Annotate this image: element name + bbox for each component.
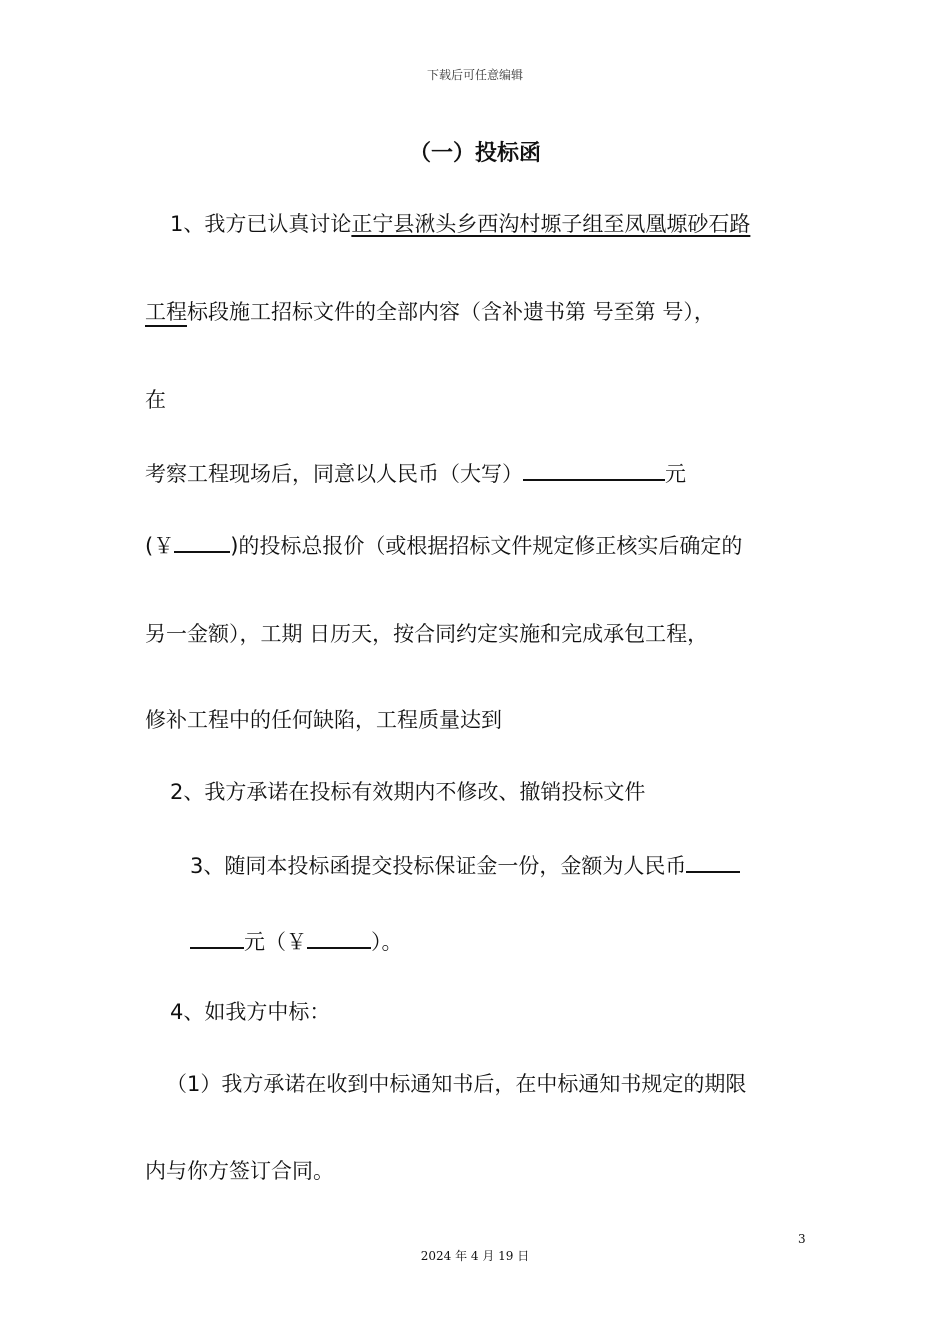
para2: 2、我方承诺在投标有效期内不修改、撤销投标文件 <box>170 780 646 804</box>
footer-date: 2024 年 4 月 19 日 <box>420 1249 530 1263</box>
guarantee-number-blank[interactable] <box>307 929 371 949</box>
page-number: 3 <box>798 1232 806 1246</box>
guarantee-unit: 元（￥ <box>244 930 307 954</box>
para1-line4 <box>145 458 686 488</box>
price-number-blank[interactable] <box>174 533 230 553</box>
para4-1-line2: 内与你方签订合同。 <box>145 1159 334 1183</box>
project-name-part2: 工程 <box>145 300 187 327</box>
para1-line5 <box>145 530 742 560</box>
yen-open: (￥ <box>145 534 175 558</box>
para3-line2 <box>190 926 403 956</box>
guarantee-close: ）。 <box>371 930 403 954</box>
para1-line7: 修补工程中的任何缺陷，工程质量达到 <box>145 708 502 732</box>
page-header: 下载后可任意编辑 <box>426 68 523 82</box>
guarantee-words-blank-cont[interactable] <box>190 929 244 949</box>
price-label: 考察工程现场后，同意以人民币（大写） <box>145 462 523 486</box>
price-unit: 元 <box>665 462 686 486</box>
para1-line2-rest: 标段施工招标文件的全部内容（含补遗书第 号至第 号）， <box>187 300 715 324</box>
para4-1-line1: （1）我方承诺在收到中标通知书后，在中标通知书规定的期限 <box>166 1072 747 1096</box>
para1-line2 <box>145 296 715 326</box>
para1-line5-rest: )的投标总报价（或根据招标文件规定修正核实后确定的 <box>230 534 743 558</box>
para3-text: 3、随同本投标函提交投标保证金一份，金额为人民币 <box>190 854 687 878</box>
para1-line6: 另一金额），工期 日历天，按合同约定实施和完成承包工程， <box>145 622 709 646</box>
document-title: （一）投标函 <box>408 141 541 166</box>
price-words-blank[interactable] <box>523 461 665 481</box>
para1-prefix: 1、我方已认真讨论 <box>170 212 352 236</box>
para4: 4、如我方中标： <box>170 1000 331 1024</box>
para3-line1 <box>190 850 740 880</box>
para1-line1 <box>170 208 750 238</box>
project-name-part1: 正宁县湫头乡西沟村塬子组至凤凰塬砂石路 <box>351 212 751 236</box>
guarantee-words-blank[interactable] <box>686 853 740 873</box>
para1-line3: 在 <box>145 388 166 412</box>
